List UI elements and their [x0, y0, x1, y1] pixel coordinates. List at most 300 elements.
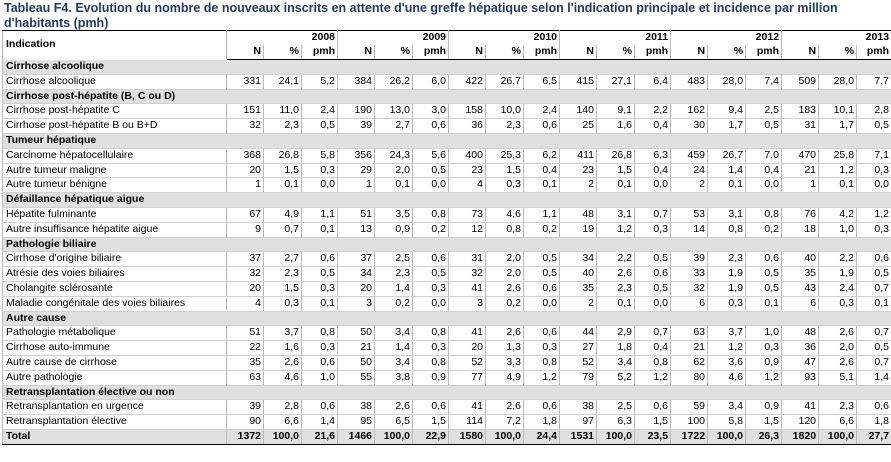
table-cell: 7,4: [746, 74, 782, 89]
table-cell: 6,3: [635, 148, 671, 163]
table-cell: 1,5: [264, 281, 302, 296]
table-cell: 0,6: [524, 326, 560, 341]
table-cell: 183: [782, 104, 819, 119]
group-empty-cell: [524, 133, 560, 148]
row-label: Retransplantation élective: [3, 415, 227, 430]
table-cell: 0,1: [857, 296, 891, 311]
table-cell: 10,1: [819, 104, 857, 119]
table-cell: 2,5: [375, 252, 413, 267]
group-empty-cell: [746, 133, 782, 148]
group-empty-cell: [264, 89, 302, 104]
caption-text: Evolution du nombre de nouveaux inscrits en attente d'une greffe hépatique selon l'indication principale et incidence par million d'habitants (pmh): [4, 1, 838, 30]
table-cell: 0,8: [524, 355, 560, 370]
table-cell: 97: [560, 415, 597, 430]
group-empty-cell: [486, 385, 524, 400]
group-empty-cell: [746, 89, 782, 104]
table-cell: 0,3: [486, 178, 524, 193]
table-cell: 0,4: [635, 341, 671, 356]
table-cell: 0,3: [264, 296, 302, 311]
group-empty-cell: [708, 193, 746, 208]
table-cell: 483: [671, 74, 708, 89]
group-empty-cell: [671, 89, 708, 104]
table-cell: 6,5: [524, 74, 560, 89]
group-empty-cell: [782, 311, 819, 326]
table-cell: 1,4: [375, 281, 413, 296]
measure-header: pmh: [524, 45, 560, 60]
table-row: [3, 326, 891, 341]
group-empty-cell: [227, 193, 264, 208]
table-cell: 0,3: [857, 163, 891, 178]
group-empty-cell: [671, 311, 708, 326]
group-empty-cell: [597, 89, 635, 104]
group-empty-cell: [560, 89, 597, 104]
table-cell: 1,3: [486, 341, 524, 356]
table-cell: 6,4: [635, 74, 671, 89]
group-empty-cell: [302, 60, 338, 75]
group-empty-cell: [375, 385, 413, 400]
table-cell: 77: [449, 370, 486, 385]
group-empty-cell: [560, 60, 597, 75]
table-cell: 73: [449, 207, 486, 222]
table-cell: 411: [560, 148, 597, 163]
group-empty-cell: [302, 193, 338, 208]
table-cell: 2,6: [486, 400, 524, 415]
table-cell: 6,3: [597, 415, 635, 430]
table-cell: 7,0: [746, 148, 782, 163]
group-empty-cell: [227, 133, 264, 148]
measure-header: N: [449, 45, 486, 60]
table-cell: 509: [782, 74, 819, 89]
group-empty-cell: [338, 237, 375, 252]
table-cell: 2,3: [375, 267, 413, 282]
indication-header: Indication: [3, 31, 227, 60]
table-cell: 0,7: [857, 326, 891, 341]
table-cell: 3,4: [375, 326, 413, 341]
table-cell: 0,2: [375, 296, 413, 311]
table-cell: 3,7: [264, 326, 302, 341]
year-header: 2009: [338, 31, 449, 46]
table-cell: 24,1: [264, 74, 302, 89]
table-cell: 3,6: [708, 355, 746, 370]
group-empty-cell: [413, 193, 449, 208]
group-header-row: [3, 193, 891, 208]
table-cell: 34: [560, 252, 597, 267]
table-cell: 0,5: [413, 267, 449, 282]
group-empty-cell: [597, 133, 635, 148]
measure-header: pmh: [302, 45, 338, 60]
table-cell: 20: [338, 281, 375, 296]
table-cell: 33: [671, 267, 708, 282]
table-cell: 4: [227, 296, 264, 311]
table-cell: 2,8: [857, 104, 891, 119]
group-empty-cell: [264, 311, 302, 326]
table-cell: 0,0: [302, 178, 338, 193]
group-empty-cell: [264, 193, 302, 208]
group-empty-cell: [524, 89, 560, 104]
measure-header: pmh: [746, 45, 782, 60]
table-cell: 76: [782, 207, 819, 222]
table-cell: 140: [560, 104, 597, 119]
table-cell: 2: [671, 178, 708, 193]
table-row: [3, 222, 891, 237]
table-cell: 2,4: [302, 104, 338, 119]
table-cell: 0,6: [857, 400, 891, 415]
table-cell: 22,9: [413, 429, 449, 444]
table-cell: 80: [671, 370, 708, 385]
table-cell: 2,0: [486, 267, 524, 282]
table-cell: 2,3: [597, 281, 635, 296]
table-cell: 39: [671, 252, 708, 267]
row-label: Autre pathologie: [3, 370, 227, 385]
table-cell: 1722: [671, 429, 708, 444]
table-cell: 0,5: [302, 267, 338, 282]
group-title: Autre cause: [3, 311, 227, 326]
table-row: [3, 178, 891, 193]
table-cell: 1,6: [264, 341, 302, 356]
group-empty-cell: [264, 60, 302, 75]
table-cell: 25,8: [819, 148, 857, 163]
table-cell: 0,6: [857, 252, 891, 267]
table-cell: 0,8: [708, 222, 746, 237]
group-empty-cell: [302, 385, 338, 400]
table-cell: 0,6: [302, 400, 338, 415]
table-cell: 0,9: [413, 370, 449, 385]
table-row: [3, 74, 891, 89]
table-cell: 0,1: [302, 296, 338, 311]
group-empty-cell: [413, 311, 449, 326]
table-cell: 2,3: [819, 400, 857, 415]
table-cell: 2,6: [264, 355, 302, 370]
group-empty-cell: [635, 385, 671, 400]
table-cell: 90: [227, 415, 264, 430]
table-cell: 0,5: [857, 341, 891, 356]
table-cell: 1,4: [375, 341, 413, 356]
table-cell: 0,6: [413, 400, 449, 415]
group-empty-cell: [708, 60, 746, 75]
table-cell: 1,8: [524, 415, 560, 430]
group-empty-cell: [486, 133, 524, 148]
table-cell: 400: [449, 148, 486, 163]
table-cell: 0,6: [635, 267, 671, 282]
table-cell: 48: [560, 207, 597, 222]
table-cell: 1,7: [819, 119, 857, 134]
table-cell: 2,5: [746, 104, 782, 119]
table-cell: 0,5: [857, 119, 891, 134]
table-cell: 31: [782, 119, 819, 134]
group-empty-cell: [302, 133, 338, 148]
table-cell: 0,5: [857, 267, 891, 282]
group-empty-cell: [597, 385, 635, 400]
table-cell: 0,5: [413, 163, 449, 178]
table-cell: 0,1: [302, 222, 338, 237]
table-cell: 4,9: [264, 207, 302, 222]
measure-header: N: [338, 45, 375, 60]
table-cell: 0,8: [635, 355, 671, 370]
table-cell: 31: [449, 252, 486, 267]
table-cell: 2,0: [486, 252, 524, 267]
table-cell: 0,6: [413, 119, 449, 134]
group-empty-cell: [857, 89, 891, 104]
group-empty-cell: [227, 385, 264, 400]
table-cell: 0,9: [375, 222, 413, 237]
table-cell: 0,2: [524, 222, 560, 237]
group-empty-cell: [227, 60, 264, 75]
group-empty-cell: [782, 193, 819, 208]
table-cell: 52: [560, 355, 597, 370]
group-empty-cell: [819, 385, 857, 400]
table-cell: 2,2: [819, 252, 857, 267]
table-cell: 3,8: [375, 370, 413, 385]
group-empty-cell: [524, 193, 560, 208]
group-empty-cell: [227, 311, 264, 326]
table-cell: 1,8: [597, 341, 635, 356]
table-cell: 1,7: [708, 119, 746, 134]
table-cell: 2,6: [486, 326, 524, 341]
table-cell: 38: [560, 400, 597, 415]
table-cell: 44: [560, 326, 597, 341]
table-caption: [1, 0, 890, 30]
table-cell: 9,1: [597, 104, 635, 119]
table-cell: 0,8: [413, 207, 449, 222]
group-empty-cell: [413, 89, 449, 104]
table-cell: 0,6: [524, 281, 560, 296]
table-cell: 1,2: [597, 222, 635, 237]
table-cell: 43: [782, 281, 819, 296]
table-cell: 4,6: [708, 370, 746, 385]
table-cell: 470: [782, 148, 819, 163]
table-cell: 1,2: [524, 370, 560, 385]
group-empty-cell: [560, 385, 597, 400]
table-cell: 0,2: [746, 222, 782, 237]
table-cell: 0,1: [597, 178, 635, 193]
table-cell: 51: [338, 207, 375, 222]
year-header: 2012: [671, 31, 782, 46]
table-cell: 24,4: [524, 429, 560, 444]
table-cell: 32: [671, 281, 708, 296]
table-cell: 9: [227, 222, 264, 237]
table-cell: 7,7: [857, 74, 891, 89]
table-cell: 5,8: [708, 415, 746, 430]
table-cell: 1,2: [708, 341, 746, 356]
table-cell: 63: [227, 370, 264, 385]
group-empty-cell: [227, 237, 264, 252]
table-cell: 0,6: [635, 400, 671, 415]
table-cell: 100: [671, 415, 708, 430]
row-label: Pathologie métabolique: [3, 326, 227, 341]
table-cell: 29: [338, 163, 375, 178]
group-empty-cell: [782, 237, 819, 252]
table-cell: 2: [560, 296, 597, 311]
group-empty-cell: [819, 193, 857, 208]
table-cell: 1,9: [819, 267, 857, 282]
table-cell: 0,2: [486, 296, 524, 311]
table-cell: 0,4: [524, 163, 560, 178]
table-cell: 0,5: [746, 281, 782, 296]
table-cell: 53: [671, 207, 708, 222]
group-empty-cell: [597, 193, 635, 208]
table-cell: 25: [560, 119, 597, 134]
group-empty-cell: [338, 385, 375, 400]
group-empty-cell: [449, 89, 486, 104]
table-cell: 0,7: [635, 207, 671, 222]
measure-header: %: [486, 45, 524, 60]
group-empty-cell: [597, 60, 635, 75]
measure-header: %: [819, 45, 857, 60]
measure-header: pmh: [857, 45, 891, 60]
group-empty-cell: [264, 133, 302, 148]
group-empty-cell: [338, 60, 375, 75]
table-cell: 100,0: [486, 429, 524, 444]
group-empty-cell: [449, 385, 486, 400]
group-title: Défaillance hépatique aigue: [3, 193, 227, 208]
measure-header: N: [671, 45, 708, 60]
group-empty-cell: [708, 133, 746, 148]
group-empty-cell: [560, 133, 597, 148]
group-empty-cell: [264, 385, 302, 400]
table-cell: 28,0: [819, 74, 857, 89]
table-cell: 2,4: [819, 281, 857, 296]
table-cell: 0,1: [264, 178, 302, 193]
table-cell: 4: [449, 178, 486, 193]
table-row: [3, 281, 891, 296]
row-label: Cirrhose auto-immune: [3, 341, 227, 356]
table-cell: 1,0: [302, 370, 338, 385]
table-cell: 0,3: [708, 296, 746, 311]
measure-header: pmh: [413, 45, 449, 60]
group-empty-cell: [597, 311, 635, 326]
group-empty-cell: [746, 237, 782, 252]
table-cell: 0,9: [746, 355, 782, 370]
table-cell: 1,8: [857, 415, 891, 430]
table-cell: 24,3: [375, 148, 413, 163]
table-cell: 1531: [560, 429, 597, 444]
table-cell: 1,5: [413, 415, 449, 430]
row-label: Autre cause de cirrhose: [3, 355, 227, 370]
table-row: [3, 207, 891, 222]
group-empty-cell: [746, 385, 782, 400]
table-cell: 18: [782, 222, 819, 237]
group-empty-cell: [819, 237, 857, 252]
group-empty-cell: [375, 133, 413, 148]
group-empty-cell: [635, 193, 671, 208]
table-cell: 40: [782, 252, 819, 267]
table-cell: 4,2: [819, 207, 857, 222]
row-label: Carcinome hépatocellulaire: [3, 148, 227, 163]
table-cell: 52: [449, 355, 486, 370]
table-cell: 1,5: [746, 415, 782, 430]
table-cell: 93: [782, 370, 819, 385]
table-cell: 2,6: [597, 267, 635, 282]
group-empty-cell: [560, 237, 597, 252]
table-row: [3, 267, 891, 282]
table-cell: 0,3: [635, 222, 671, 237]
table-cell: 13,0: [375, 104, 413, 119]
group-empty-cell: [302, 89, 338, 104]
table-cell: 4,6: [264, 370, 302, 385]
group-empty-cell: [597, 237, 635, 252]
table-cell: 27: [560, 341, 597, 356]
table-cell: 0,1: [524, 178, 560, 193]
table-row: [3, 296, 891, 311]
group-empty-cell: [782, 133, 819, 148]
group-header-row: [3, 60, 891, 75]
row-label: Cirrhose d'origine biliaire: [3, 252, 227, 267]
table-cell: 51: [227, 326, 264, 341]
table-cell: 22: [227, 341, 264, 356]
table-cell: 5,1: [819, 370, 857, 385]
group-empty-cell: [857, 237, 891, 252]
measure-header: N: [560, 45, 597, 60]
table-cell: 21: [782, 163, 819, 178]
group-title: Pathologie biliaire: [3, 237, 227, 252]
table-cell: 2,2: [635, 104, 671, 119]
group-title: Tumeur hépatique: [3, 133, 227, 148]
group-empty-cell: [486, 311, 524, 326]
table-cell: 28,0: [708, 74, 746, 89]
table-cell: 0,0: [524, 296, 560, 311]
table-cell: 2,6: [375, 400, 413, 415]
table-cell: 6,5: [375, 415, 413, 430]
table-cell: 26,2: [375, 74, 413, 89]
table-cell: 0,6: [302, 252, 338, 267]
table-cell: 14: [671, 222, 708, 237]
table-cell: 27,1: [597, 74, 635, 89]
table-cell: 37: [227, 252, 264, 267]
table-cell: 23: [449, 163, 486, 178]
table-cell: 26,8: [597, 148, 635, 163]
table-cell: 26,7: [708, 148, 746, 163]
group-empty-cell: [635, 89, 671, 104]
table-cell: 0,3: [746, 341, 782, 356]
table-cell: 100,0: [819, 429, 857, 444]
table-cell: 1,2: [635, 370, 671, 385]
table-cell: 40: [560, 267, 597, 282]
group-empty-cell: [746, 193, 782, 208]
measure-header: %: [597, 45, 635, 60]
group-empty-cell: [449, 133, 486, 148]
year-header: 2013: [782, 31, 891, 46]
table-cell: 1,0: [819, 222, 857, 237]
table-cell: 0,4: [635, 119, 671, 134]
group-empty-cell: [857, 60, 891, 75]
table-cell: 1372: [227, 429, 264, 444]
table-cell: 35: [227, 355, 264, 370]
measure-header: N: [782, 45, 819, 60]
row-label: Cirrhose post-hépatite B ou B+D: [3, 119, 227, 134]
table-cell: 1,0: [746, 326, 782, 341]
table-cell: 26,7: [486, 74, 524, 89]
table-cell: 5,2: [302, 74, 338, 89]
table-cell: 10,0: [486, 104, 524, 119]
table-cell: 2,2: [597, 252, 635, 267]
group-empty-cell: [857, 385, 891, 400]
table-cell: 3,7: [708, 326, 746, 341]
table-row: [3, 355, 891, 370]
table-cell: 0,3: [857, 222, 891, 237]
measure-header: %: [708, 45, 746, 60]
table-cell: 7,2: [486, 415, 524, 430]
year-header: 2011: [560, 31, 671, 46]
group-empty-cell: [338, 311, 375, 326]
table-cell: 1,1: [524, 207, 560, 222]
table-cell: 0,8: [486, 222, 524, 237]
group-empty-cell: [449, 193, 486, 208]
group-empty-cell: [671, 385, 708, 400]
table-cell: 2,3: [708, 252, 746, 267]
table-cell: 2,6: [486, 281, 524, 296]
table-cell: 120: [782, 415, 819, 430]
table-cell: 55: [338, 370, 375, 385]
